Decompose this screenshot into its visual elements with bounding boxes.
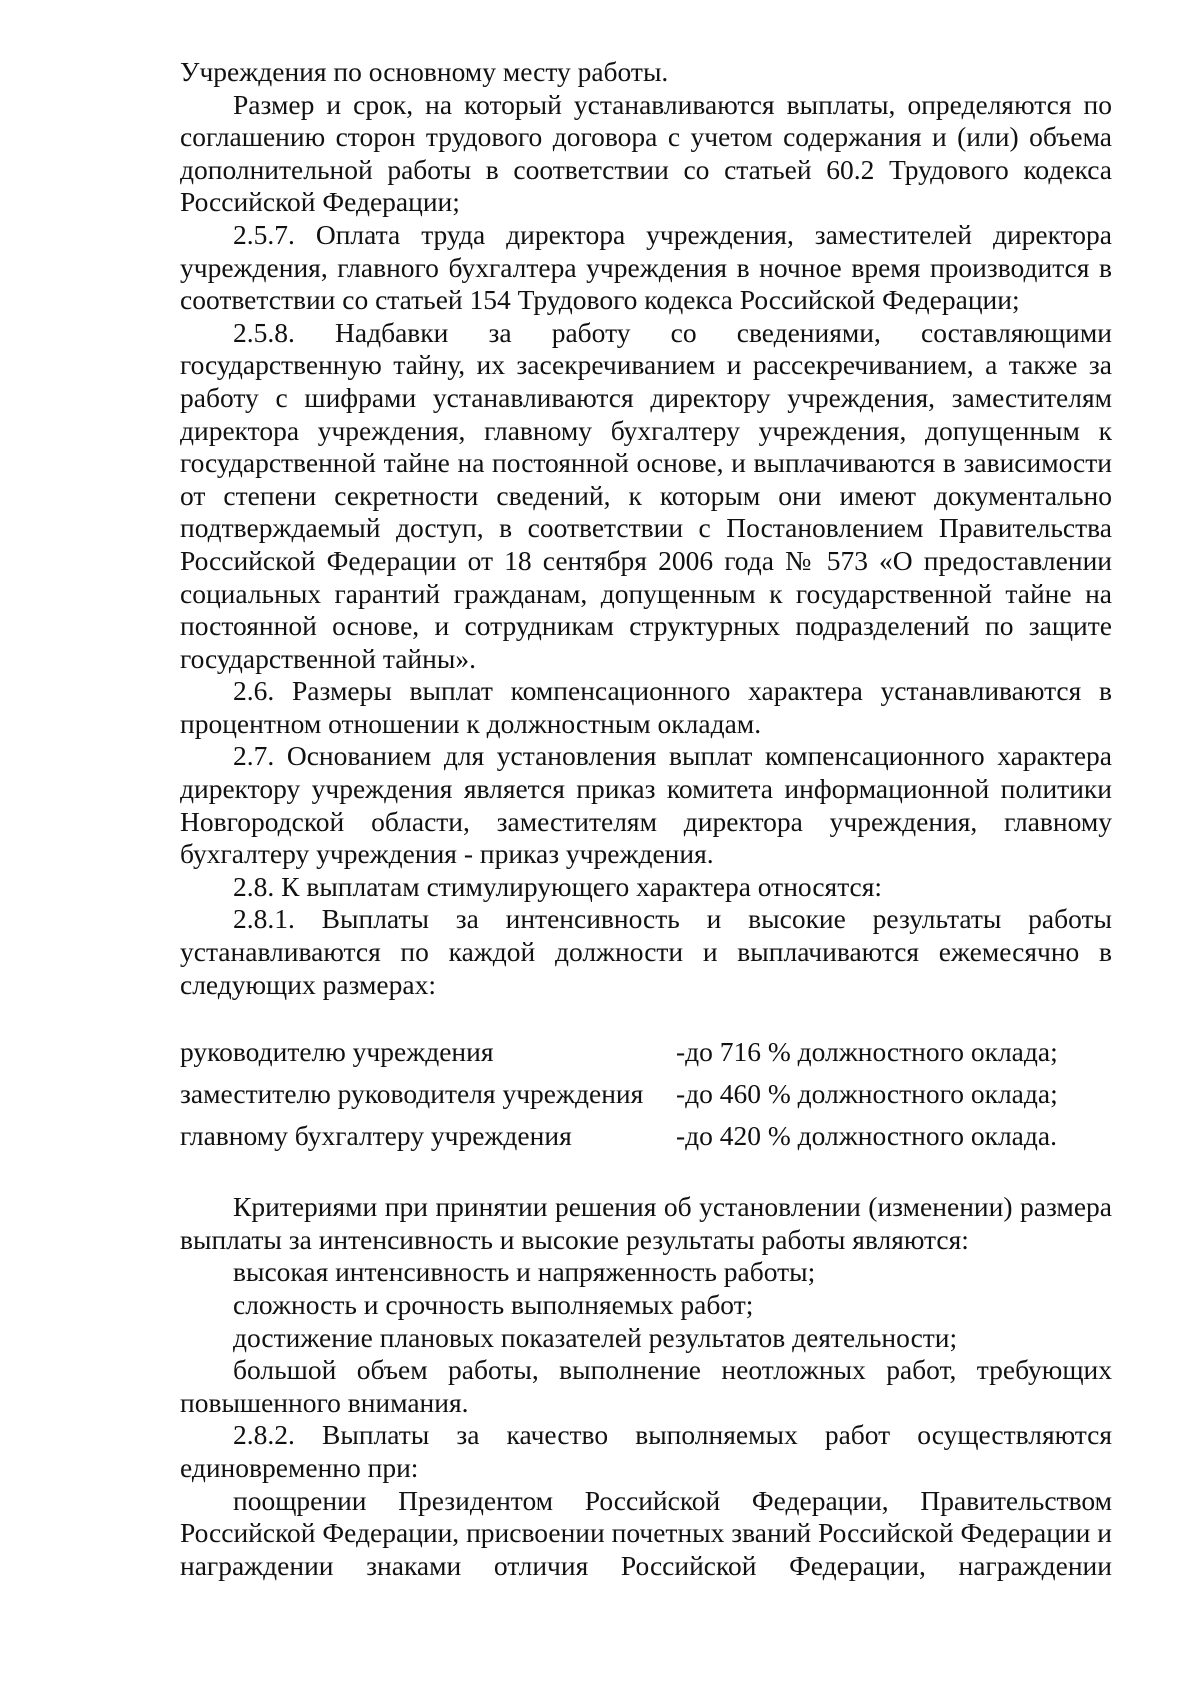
criteria-item: высокая интенсивность и напряженность работы; — [233, 1256, 816, 1288]
paragraph-2-5-8: 2.5.8. Надбавки за работу со сведениями, составляющими государственную тайну, их засекречиванием и рассекречиванием, а также за работу с шифрами устанавливаются директору учреждения, заместителям директора учреждения, главному бухгалтеру учреждения, допущенным к государственной тайне на постоянной основе, и выплачиваются в зависимости от степени секретности сведений, к которым они имеют документально подтверждаемый доступ, в соответствии с Постановлением Правительства Российской Федерации от 18 сентября 2006 года № 573 «О предоставлении социальных гарантий гражданам, допущенным к государственной тайне на постоянной основе, и сотрудникам структурных подразделений по защите государственной тайны». — [180, 316, 1112, 674]
position-name: заместителю руководителя учреждения — [180, 1077, 644, 1109]
paragraph-2-6: 2.6. Размеры выплат компенсационного характера устанавливаются в процентном отношении к должностным окладам. — [180, 675, 1112, 739]
paragraph-2-8-2: 2.8.2. Выплаты за качество выполняемых работ осуществляются единовременно при: — [180, 1419, 1112, 1483]
position-name: руководителю учреждения — [180, 1035, 494, 1067]
document-page — [180, 56, 1112, 1582]
pay-amount: -до 716 % должностного оклада; — [676, 1035, 1058, 1067]
pay-rate-row — [180, 1115, 1112, 1157]
paragraph-2-8-1: 2.8.1. Выплаты за интенсивность и высокие результаты работы устанавливаются по каждой должности и выплачиваются ежемесячно в следующих размерах: — [180, 903, 1112, 1000]
paragraph-2-8: 2.8. К выплатам стимулирующего характера относятся: — [233, 870, 883, 902]
paragraph-awards: поощрении Президентом Российской Федерации, Правительством Российской Федерации, присвоении почетных званий Российской Федерации и награждении знаками отличия Российской Федерации, награждении — [180, 1484, 1112, 1581]
paragraph-2-5-7: 2.5.7. Оплата труда директора учреждения, заместителей директора учреждения, главного бухгалтера учреждения в ночное время производится в соответствии со статьей 154 Трудового кодекса Российской Федерации; — [180, 218, 1112, 316]
pay-amount: -до 460 % должностного оклада; — [676, 1077, 1058, 1109]
pay-rate-row — [180, 1031, 1112, 1073]
pay-rates-table — [180, 1031, 1112, 1157]
paragraph-payment-terms: Размер и срок, на который устанавливаются выплаты, определяются по соглашению сторон трудового договора с учетом содержания и (или) объема дополнительной работы в соответствии со статьей 60.2 Трудового кодекса Российской Федерации; — [180, 88, 1112, 218]
position-name: главному бухгалтеру учреждения — [180, 1119, 572, 1151]
criteria-item: большой объем работы, выполнение неотложных работ, требующих повышенного внимания. — [180, 1354, 1112, 1418]
pay-amount: -до 420 % должностного оклада. — [676, 1119, 1057, 1151]
paragraph-criteria: Критериями при принятии решения об установлении (изменении) размера выплаты за интенсивность и высокие результаты работы являются: — [180, 1191, 1112, 1255]
criteria-item: достижение плановых показателей результатов деятельности; — [233, 1321, 958, 1353]
pay-rate-row — [180, 1073, 1112, 1115]
paragraph-continuation: Учреждения по основному месту работы. — [180, 56, 669, 87]
paragraph-2-7: 2.7. Основанием для установления выплат компенсационного характера директору учреждения является приказ комитета информационной политики Новгородской области, заместителям директора учреждения, главному бухгалтеру учреждения - приказ учреждения. — [180, 740, 1112, 870]
criteria-item: сложность и срочность выполняемых работ; — [233, 1289, 754, 1320]
